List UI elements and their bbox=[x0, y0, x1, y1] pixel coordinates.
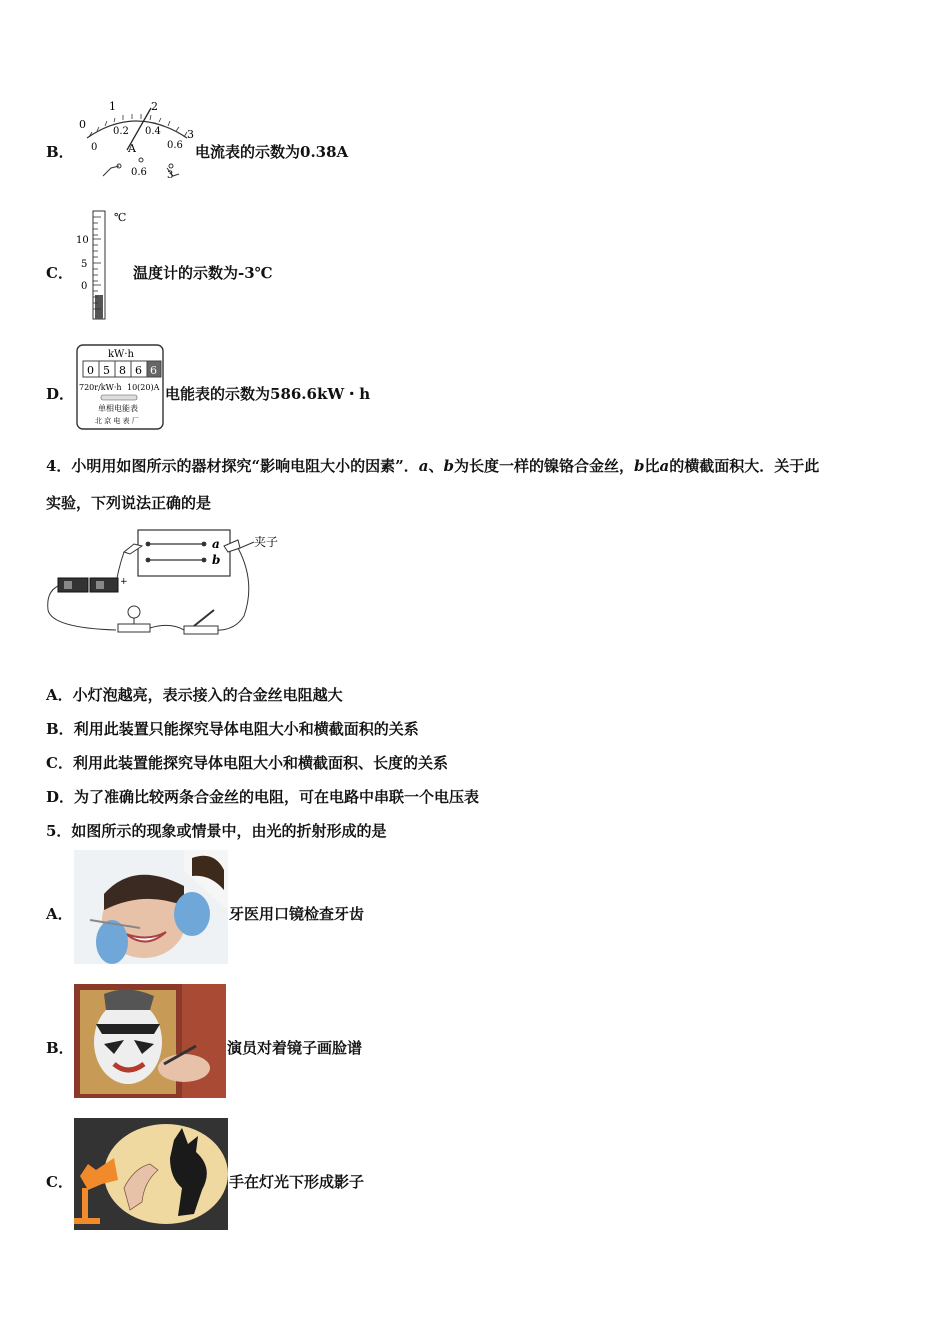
q4-option-d[interactable] bbox=[46, 786, 479, 807]
q4-var-b: b bbox=[633, 457, 645, 475]
energy-meter-unit: kW·h bbox=[108, 349, 134, 360]
dentist-photo bbox=[74, 850, 228, 964]
circuit-figure bbox=[44, 526, 294, 644]
thermometer-label-5: 5 bbox=[81, 259, 88, 270]
option-d-text: 电能表的示数为586.6kW・h bbox=[165, 385, 371, 403]
ammeter-unit: A bbox=[128, 142, 136, 155]
q4-option-c-letter: C． bbox=[46, 754, 73, 772]
ammeter-bottom-tick-1: 0.2 bbox=[113, 126, 129, 137]
option-b-text: 电流表的示数为0.38A bbox=[195, 143, 349, 161]
ammeter-top-tick-1: 1 bbox=[109, 100, 116, 113]
circuit-wire-a-label: a bbox=[212, 537, 220, 551]
q5-option-a-text: 牙医用口镜检查牙齿 bbox=[229, 905, 365, 923]
energy-meter-figure bbox=[75, 343, 165, 431]
q4-option-a-letter: A． bbox=[46, 686, 73, 704]
q5-option-b-letter: B． bbox=[46, 1039, 74, 1057]
question-5-stem: 5．如图所示的现象或情景中，由光的折射形成的是 bbox=[46, 822, 387, 840]
q4-option-b-letter: B． bbox=[46, 720, 74, 738]
option-c-letter: C． bbox=[46, 264, 73, 282]
ammeter-terminal-3: 3 bbox=[167, 170, 174, 180]
energy-meter-digit-4: 6 bbox=[135, 364, 142, 377]
thermometer-label-0: 0 bbox=[81, 281, 88, 292]
q4-option-c-text: 利用此装置能探究导体电阻大小和横截面积、长度的关系 bbox=[72, 754, 448, 772]
question-4-stem-line1 bbox=[46, 455, 819, 476]
option-c-text: 温度计的示数为-3℃ bbox=[133, 264, 273, 282]
question-4-stem-line2: 实验，下列说法正确的是 bbox=[46, 494, 212, 512]
q4-stem-part: 、 bbox=[428, 457, 444, 475]
q4-option-d-letter: D． bbox=[46, 788, 75, 806]
opera-mask-photo bbox=[74, 984, 226, 1098]
q4-stem-part: 为长度一样的镍铬合金丝， bbox=[453, 457, 634, 475]
q4-stem-part: 的横截面积大．关于此 bbox=[669, 457, 820, 475]
hand-shadow-photo bbox=[74, 1118, 228, 1230]
ammeter-bottom-tick-3: 0.6 bbox=[167, 140, 183, 151]
energy-meter-spec-left: 720r/kW·h bbox=[79, 383, 122, 392]
energy-meter-digit-2: 5 bbox=[103, 364, 110, 377]
q4-option-a[interactable] bbox=[46, 684, 343, 705]
q4-var-b: b bbox=[443, 457, 454, 475]
q4-var-a: a bbox=[659, 457, 670, 475]
q4-stem-part: 比 bbox=[644, 457, 660, 475]
q4-option-d-text: 为了准确比较两条合金丝的电阻，可在电路中串联一个电压表 bbox=[74, 788, 480, 806]
option-b-letter: B． bbox=[46, 143, 74, 161]
ammeter-top-tick-3: 3 bbox=[187, 128, 194, 141]
energy-meter-name: 单相电能表 bbox=[98, 404, 138, 413]
energy-meter-spec-right: 10(20)A bbox=[127, 383, 160, 392]
energy-meter-digit-1: 0 bbox=[87, 364, 94, 377]
q5-option-c-text: 手在灯光下形成影子 bbox=[229, 1173, 365, 1191]
option-d-letter: D． bbox=[46, 385, 75, 403]
ammeter-figure bbox=[75, 96, 197, 180]
energy-meter-digit-5: 6 bbox=[150, 364, 157, 377]
ammeter-top-tick-2: 2 bbox=[151, 100, 158, 113]
q4-option-a-text: 小灯泡越亮，表示接入的合金丝电阻越大 bbox=[72, 686, 343, 704]
svg-text:+: + bbox=[120, 577, 128, 587]
ammeter-bottom-tick-2: 0.4 bbox=[145, 126, 161, 137]
energy-meter-digit-3: 8 bbox=[119, 364, 126, 377]
q4-option-b-text: 利用此装置只能探究导体电阻大小和横截面积的关系 bbox=[73, 720, 419, 738]
q5-option-b-text: 演员对着镜子画脸谱 bbox=[227, 1039, 363, 1057]
q4-var-a: a bbox=[418, 457, 429, 475]
thermometer-figure bbox=[74, 207, 134, 323]
q4-option-b[interactable] bbox=[46, 718, 419, 739]
thermometer-label-10: 10 bbox=[76, 235, 89, 246]
q5-option-c-letter: C． bbox=[46, 1173, 73, 1191]
ammeter-top-tick-0: 0 bbox=[79, 118, 86, 131]
q4-stem-part: 4．小明用如图所示的器材探究“影响电阻大小的因素”． bbox=[46, 457, 419, 475]
ammeter-terminal-06: 0.6 bbox=[131, 167, 147, 178]
energy-meter-maker: 北 京 电 表 厂 bbox=[95, 417, 139, 425]
q4-option-c[interactable] bbox=[46, 752, 448, 773]
circuit-clip-label: 夹子 bbox=[254, 535, 279, 549]
circuit-wire-b-label: b bbox=[212, 553, 221, 567]
ammeter-bottom-tick-0: 0 bbox=[91, 142, 98, 153]
thermometer-unit: ℃ bbox=[114, 211, 127, 224]
q5-option-a-letter: A． bbox=[46, 905, 73, 923]
